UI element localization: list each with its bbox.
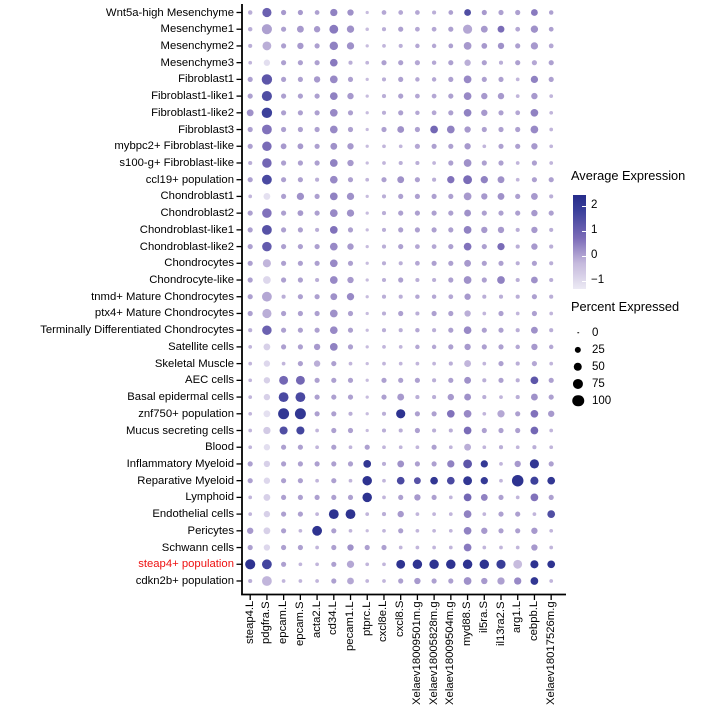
percent-legend-dot — [575, 346, 581, 352]
percent-expressed-legend-title: Percent Expressed — [571, 299, 680, 314]
col-label: Xelaev18005828m.g — [427, 601, 440, 705]
row-label: Schwann cells — [161, 541, 234, 554]
row-label: Chondroblast-like1 — [139, 223, 234, 236]
row-label: Inflammatory Myeloid — [126, 457, 234, 470]
row-label: tnmd+ Mature Chondrocytes — [91, 290, 234, 303]
col-label: cd34.L — [327, 601, 340, 635]
row-label: steap4+ population — [138, 558, 234, 571]
col-label: Xelaev18009501m.g — [410, 601, 423, 705]
percent-legend-label: 75 — [592, 377, 605, 390]
row-label: Chondroblast2 — [160, 207, 234, 220]
row-label: Wnt5a-high Mesenchyme — [105, 6, 234, 19]
row-label: Chondroblast1 — [160, 190, 234, 203]
col-label: cxcl8.S — [394, 601, 407, 638]
row-label: Basal epidermal cells — [127, 391, 234, 404]
row-label: Fibroblast1-like1 — [151, 90, 234, 103]
percent-legend-label: 50 — [592, 360, 605, 373]
col-label: ptprc.L — [360, 601, 373, 636]
row-label: Mesenchyme2 — [160, 39, 234, 52]
row-label: znf750+ population — [138, 407, 234, 420]
percent-legend-dot — [572, 395, 584, 407]
row-label: Satellite cells — [168, 340, 234, 353]
row-label: ptx4+ Mature Chondrocytes — [94, 307, 234, 320]
row-label: s100-g+ Fibroblast-like — [119, 156, 234, 169]
percent-legend-dot — [573, 378, 583, 388]
col-label: Xelaev18017526m.g — [544, 601, 557, 705]
col-label: il5ra.S — [477, 601, 490, 634]
col-label: acta2.L — [310, 601, 323, 639]
col-label: arg1.L — [511, 601, 524, 634]
percent-legend-label: 0 — [592, 326, 599, 339]
gradient-tick-label: 1 — [591, 224, 598, 237]
row-label: mybpc2+ Fibroblast-like — [114, 140, 234, 153]
row-label: cdkn2b+ population — [135, 574, 234, 587]
gradient-tick-mark — [582, 206, 586, 208]
percent-legend-label: 100 — [592, 394, 612, 407]
row-label: Fibroblast1-like2 — [151, 106, 234, 119]
row-label: AEC cells — [185, 374, 234, 387]
percent-legend-row — [571, 392, 641, 409]
row-label: Pericytes — [187, 524, 234, 537]
row-label: Terminally Differentiated Chondrocytes — [40, 324, 234, 337]
row-label: Fibroblast3 — [178, 123, 234, 136]
row-label: Blood — [205, 441, 234, 454]
legend — [568, 168, 709, 418]
percent-legend-label: 25 — [592, 343, 605, 356]
gradient-tick-mark — [582, 256, 586, 258]
percent-legend-row — [571, 375, 641, 392]
expression-gradient-bar — [573, 195, 586, 289]
col-label: il13ra2.S — [494, 601, 507, 646]
row-label: Reparative Myeloid — [137, 474, 234, 487]
avg-expression-legend-title: Average Expression — [571, 168, 686, 183]
row-label: Chondrocytes — [164, 257, 234, 270]
col-label: epcam.L — [277, 601, 290, 645]
gradient-tick-label: −1 — [591, 274, 605, 287]
row-label: Chondrocyte-like — [149, 274, 234, 287]
col-label: pdgfra.S — [260, 601, 273, 644]
row-label: Mesenchyme1 — [160, 23, 234, 36]
gradient-tick-label: 0 — [591, 249, 598, 262]
percent-legend-dot — [577, 332, 579, 334]
row-label: Lymphoid — [185, 491, 234, 504]
col-label: steap4.L — [243, 601, 256, 645]
percent-legend-row — [571, 341, 641, 358]
row-label: Mucus secreting cells — [126, 424, 234, 437]
col-label: myd88.S — [461, 601, 474, 646]
percent-legend-row — [571, 358, 641, 375]
row-label: Mesenchyme3 — [160, 56, 234, 69]
col-label: cxcl8e.L — [377, 601, 390, 643]
gradient-tick-mark — [582, 281, 586, 283]
row-label: ccl19+ population — [145, 173, 234, 186]
col-label: Xelaev18009504m.g — [444, 601, 457, 705]
percent-legend-row — [571, 324, 641, 341]
gradient-tick-label: 2 — [591, 199, 598, 212]
col-label: cebpb.L — [527, 601, 540, 642]
row-label: Fibroblast1 — [178, 73, 234, 86]
row-label: Endothelial cells — [152, 508, 234, 521]
row-label: Skeletal Muscle — [154, 357, 234, 370]
gradient-tick-mark — [582, 231, 586, 233]
row-label: Chondroblast-like2 — [139, 240, 234, 253]
col-label: pecam1.L — [344, 601, 357, 651]
col-label: epcam.S — [293, 601, 306, 646]
percent-legend-dot — [574, 362, 582, 370]
